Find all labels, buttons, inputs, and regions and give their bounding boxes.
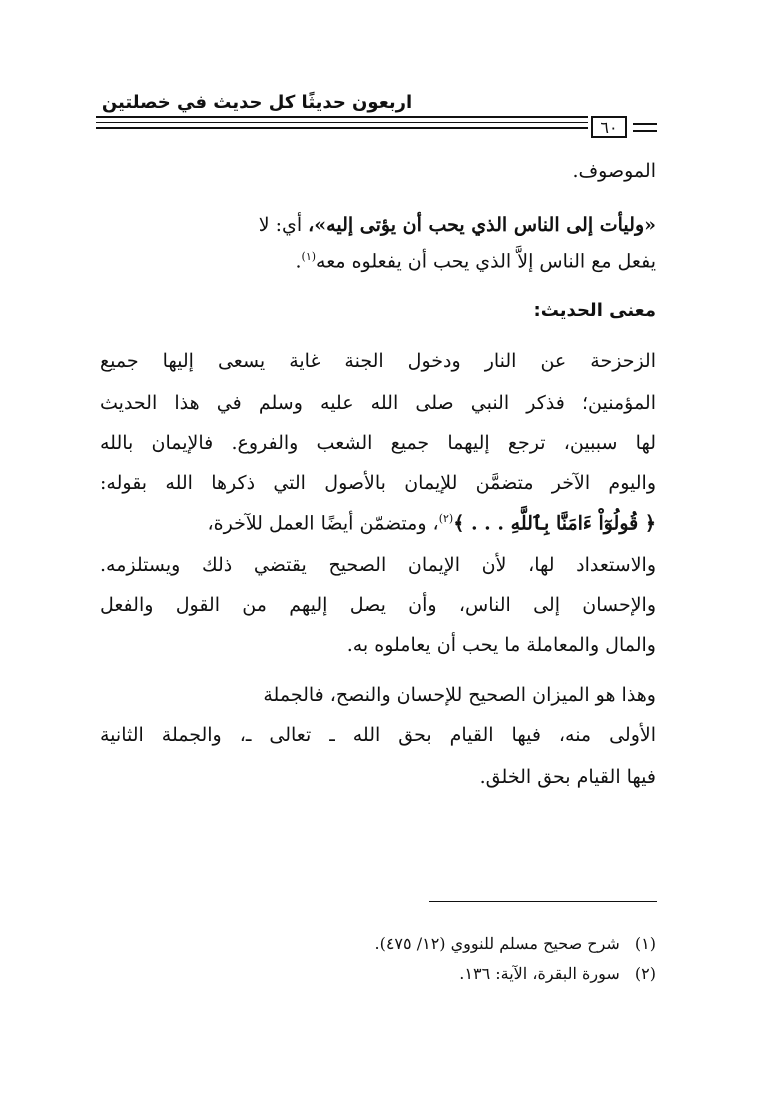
paragraph-1-line-8: والمال والمعاملة ما يحب أن يعاملوه به. — [346, 634, 656, 656]
paragraph-1-line-5 — [208, 512, 657, 534]
paragraph-2-line-2: الأولى منه، فيها القيام بحق الله ـ تعالى ـ، والجملة الثانية — [100, 724, 656, 746]
page-number: ٦٠ — [591, 116, 627, 138]
paragraph-2-line-1: وهذا هو الميزان الصحيح للإحسان والنصح، فالجملة — [263, 684, 656, 706]
footnote-2-number: (٢) — [634, 964, 656, 983]
paragraph-1-line-6: والاستعداد لها، لأن الإيمان الصحيح يقتضي ذلك ويستلزمه. — [100, 554, 656, 576]
running-header-title: اربعون حديثًا كل حديث في خصلتين — [101, 92, 413, 113]
text-line-3-end: . — [295, 250, 302, 273]
quran-quote: ﴿ قُولُوٓاْ ءَامَنَّا بِٱللَّهِ . . . ﴾ — [453, 512, 656, 535]
footnote-ref-1: (١) — [301, 250, 317, 263]
header-rule-top — [96, 116, 588, 118]
text-line-3-body: يفعل مع الناس إلاَّ الذي يحب أن يفعلوه معه — [316, 250, 656, 273]
footnote-1-number: (١) — [634, 934, 656, 953]
paragraph-1-line-1: الزحزحة عن النار ودخول الجنة غاية يسعى إليها جميع — [100, 350, 656, 372]
header-rule-bottom — [96, 127, 588, 129]
paragraph-1-line-3: لها سببين، ترجع إليهما جميع الشعب والفروع. فالإيمان بالله — [100, 432, 656, 454]
paragraph-2-line-3: فيها القيام بحق الخلق. — [479, 766, 656, 788]
page-number-dash-1 — [633, 123, 657, 125]
text-line-3 — [295, 250, 656, 272]
footnote-2 — [459, 964, 656, 983]
paragraph-1-line-2: المؤمنين؛ فذكر النبي صلى الله عليه وسلم في هذا الحديث — [100, 392, 656, 414]
page-number-dash-2 — [633, 130, 657, 132]
paragraph-1-line-7: والإحسان إلى الناس، وأن يصل إليهم من القول والفعل — [100, 594, 656, 616]
text-line-1: الموصوف. — [572, 160, 656, 182]
text-line-2 — [259, 214, 656, 236]
paragraph-1-line-4: واليوم الآخر متضمَّن للإيمان بالأصول التي ذكرها الله بقوله: — [100, 472, 656, 494]
explanation-start: أي: لا — [258, 214, 309, 236]
footnote-2-text: سورة البقرة، الآية: ١٣٦. — [459, 964, 620, 983]
footnote-separator — [429, 901, 657, 902]
header-rule-mid — [96, 122, 588, 123]
footnote-1 — [375, 934, 657, 953]
hadith-quote: «وليأت إلى الناس الذي يحب أن يؤتى إليه»، — [308, 214, 656, 236]
footnote-ref-2: (٢) — [438, 512, 454, 525]
paragraph-1-line-5-rest: ، ومتضمّن أيضًا العمل للآخرة، — [207, 512, 439, 535]
section-heading: معنى الحديث: — [533, 300, 656, 321]
footnote-1-text: شرح صحيح مسلم للنووي (١٢/ ٤٧٥). — [374, 934, 620, 953]
